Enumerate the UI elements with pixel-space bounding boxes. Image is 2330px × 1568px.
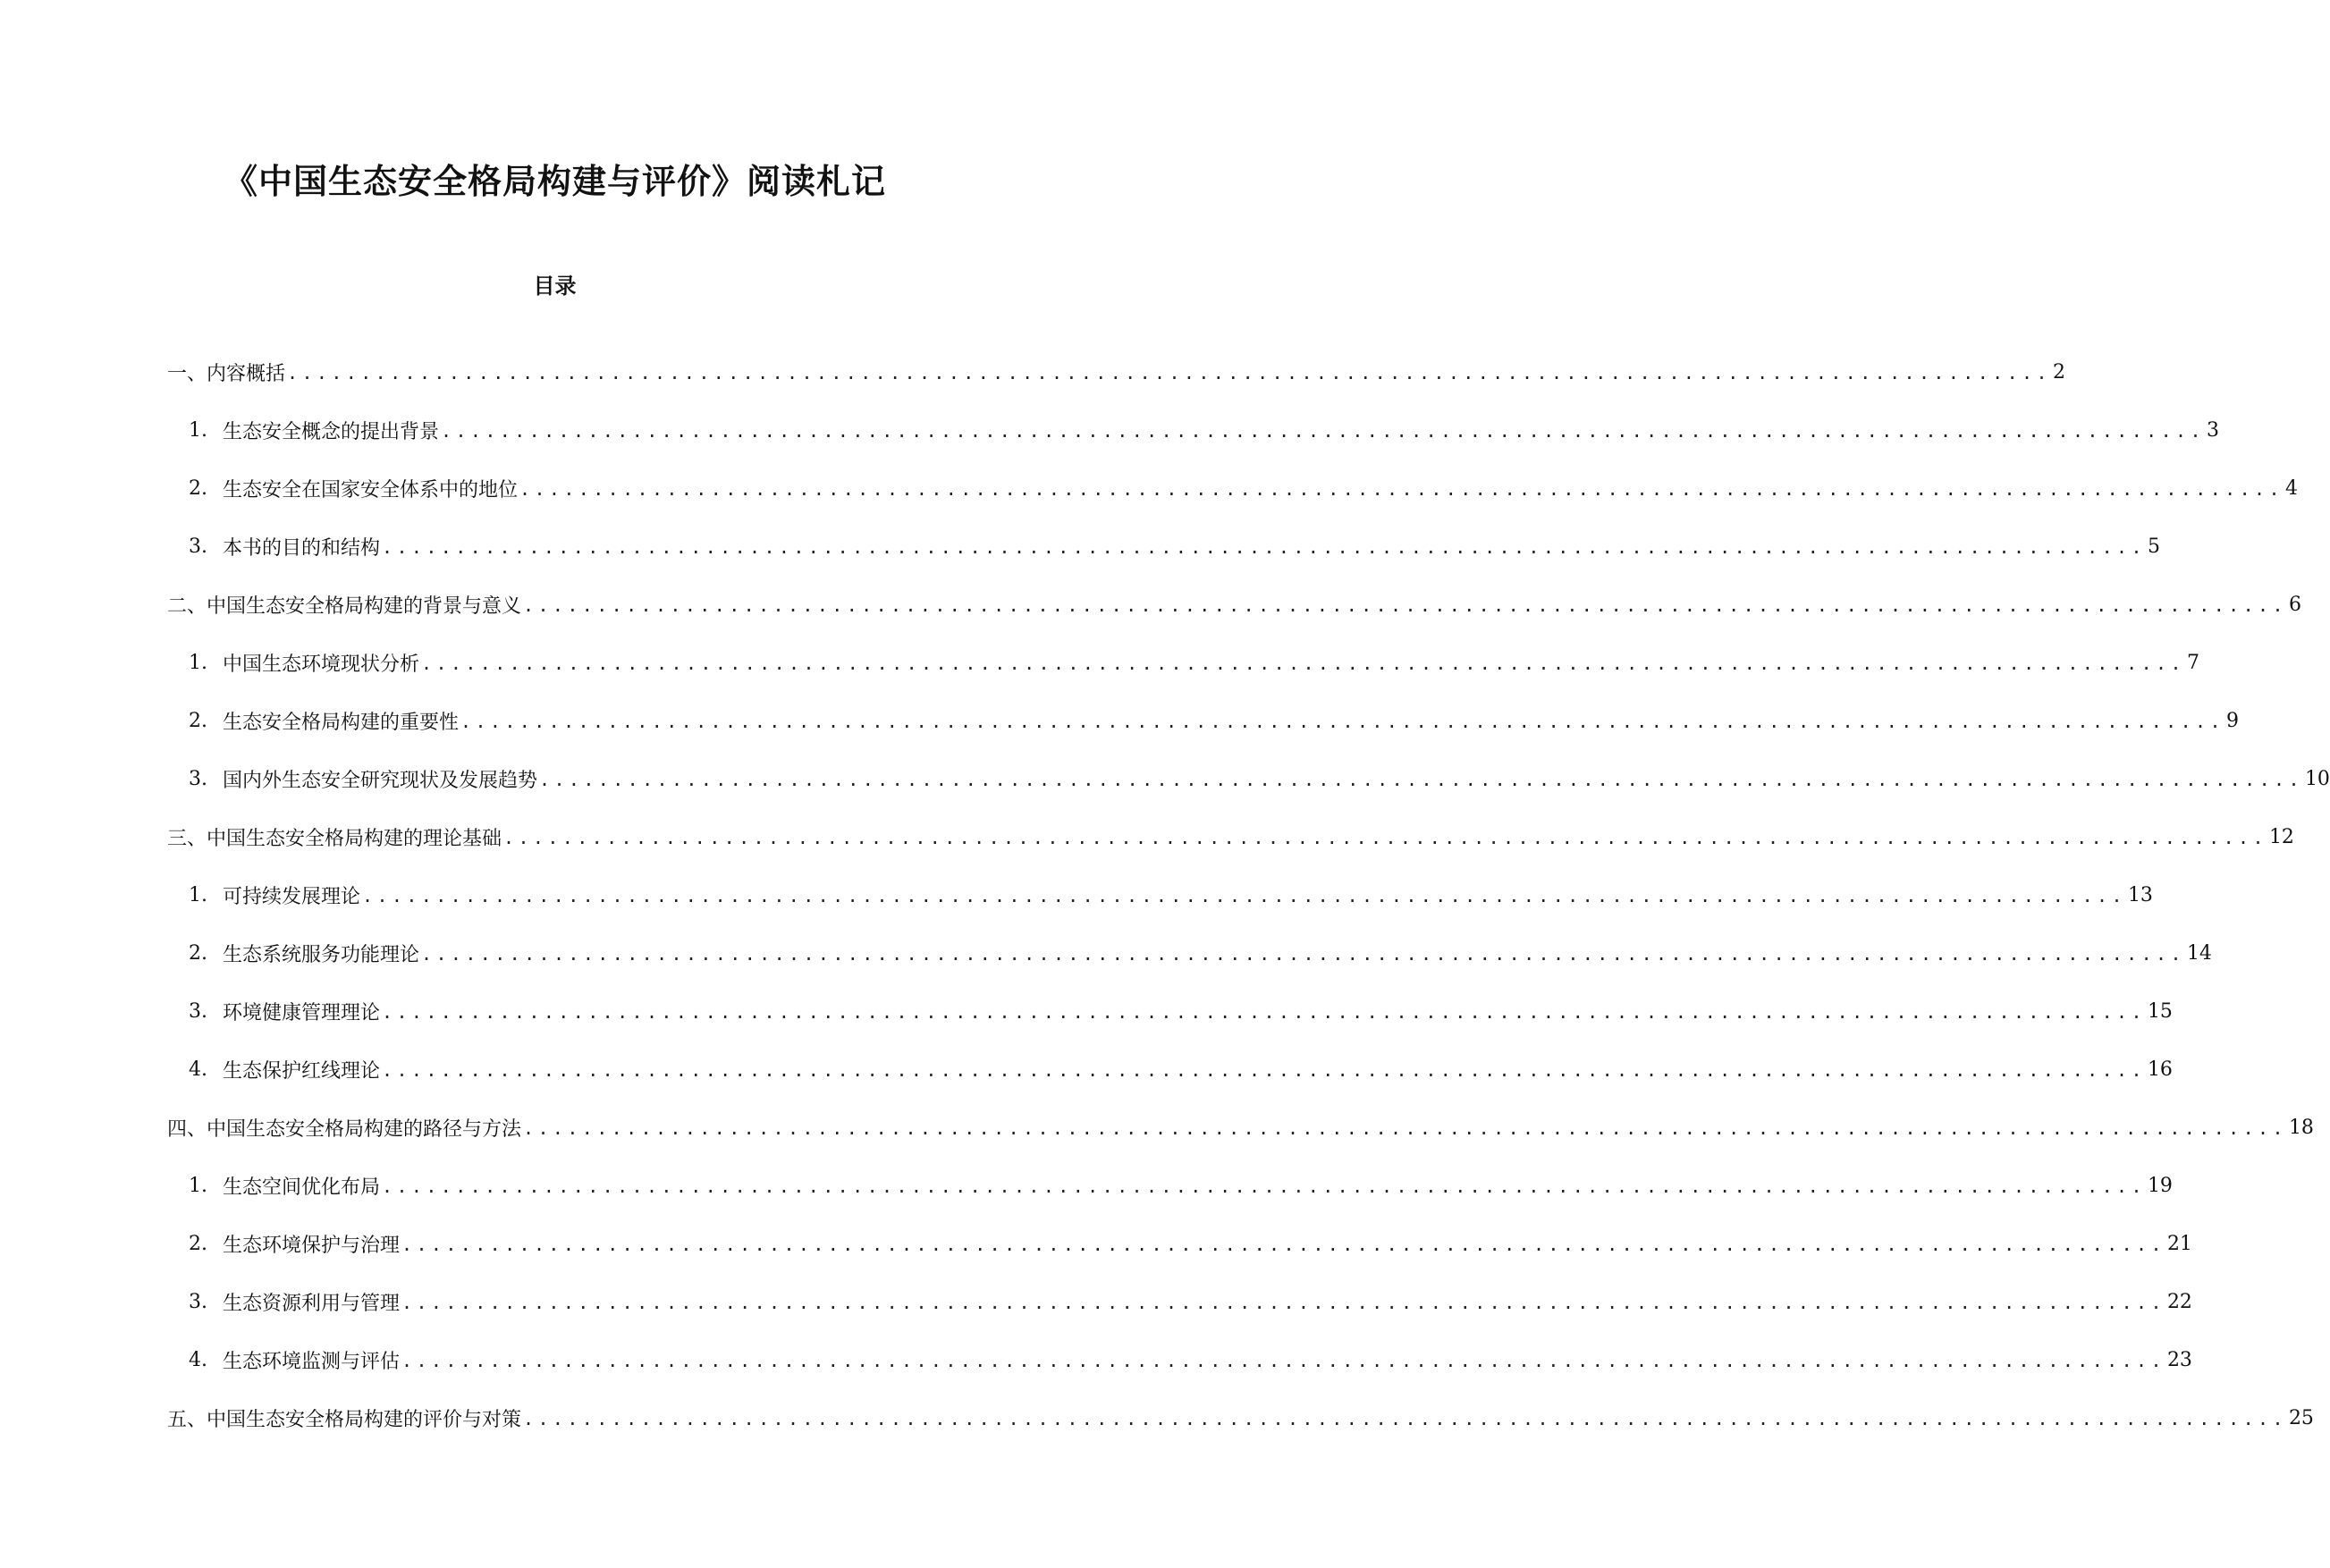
toc-dot-leader: ........................................................................................................................ xyxy=(382,1058,2146,1081)
toc-entry-number: 1. xyxy=(189,884,207,906)
toc-entry-number: 3. xyxy=(189,1291,207,1313)
toc-subsection-link[interactable] xyxy=(167,866,2153,924)
toc-page-number: 12 xyxy=(2268,826,2294,848)
toc-entry-label: 生态环境监测与评估 xyxy=(223,1351,401,1373)
document-title: 《中国生态安全格局构建与评价》阅读札记 xyxy=(223,162,886,202)
toc-entry-label: 国内外生态安全研究现状及发展趋势 xyxy=(223,770,538,792)
toc-page-number: 6 xyxy=(2288,594,2301,616)
toc-page-number: 25 xyxy=(2288,1407,2314,1429)
toc-dot-leader: ........................................................................................................................ xyxy=(503,826,2267,848)
toc-subsection-link[interactable] xyxy=(167,1331,2192,1389)
toc-subsection-link[interactable] xyxy=(167,1273,2192,1331)
toc-subsection-link[interactable] xyxy=(167,634,2199,692)
toc-entry-label: 生态空间优化布局 xyxy=(223,1176,381,1199)
toc-page-number: 7 xyxy=(2186,652,2199,674)
toc-section-link[interactable] xyxy=(167,1099,2314,1157)
toc-entry-label: 四、中国生态安全格局构建的路径与方法 xyxy=(167,1118,522,1141)
toc-page-number: 4 xyxy=(2284,477,2298,500)
toc-entry-label: 中国生态环境现状分析 xyxy=(223,653,420,676)
toc-dot-leader: ........................................................................................................................ xyxy=(523,1407,2287,1429)
toc-entry-number: 2. xyxy=(189,942,207,965)
toc-entry-label: 生态保护红线理论 xyxy=(223,1060,381,1083)
toc-dot-leader: ........................................................................................................................ xyxy=(401,1233,2165,1255)
table-of-contents xyxy=(167,343,2330,1447)
toc-entry-label: 一、内容概括 xyxy=(167,363,286,385)
toc-entry-label: 生态安全格局构建的重要性 xyxy=(223,712,460,734)
toc-section-link[interactable] xyxy=(167,576,2301,634)
toc-page-number: 22 xyxy=(2166,1291,2192,1313)
toc-dot-leader: ........................................................................................................................ xyxy=(523,594,2287,616)
toc-page-number: 3 xyxy=(2206,419,2219,442)
toc-subsection-link[interactable] xyxy=(167,1215,2192,1273)
toc-subsection-link[interactable] xyxy=(167,1157,2173,1215)
toc-entry-number: 2. xyxy=(189,710,207,732)
toc-page-number: 18 xyxy=(2288,1117,2314,1139)
toc-entry-number: 2. xyxy=(189,1233,207,1255)
toc-page-number: 9 xyxy=(2225,710,2239,732)
toc-page-number: 21 xyxy=(2166,1233,2192,1255)
toc-heading: 目录 xyxy=(533,273,577,299)
toc-dot-leader: ........................................................................................................................ xyxy=(523,1117,2287,1139)
toc-dot-leader: ........................................................................................................................ xyxy=(401,1349,2165,1371)
toc-entry-label: 生态系统服务功能理论 xyxy=(223,944,420,966)
toc-entry-label: 二、中国生态安全格局构建的背景与意义 xyxy=(167,595,522,618)
toc-subsection-link[interactable] xyxy=(167,518,2160,576)
toc-entry-label: 生态环境保护与治理 xyxy=(223,1235,401,1257)
toc-entry-label: 五、中国生态安全格局构建的评价与对策 xyxy=(167,1409,522,1431)
toc-section-link[interactable] xyxy=(167,343,2065,401)
toc-subsection-link[interactable] xyxy=(167,459,2298,518)
toc-entry-label: 本书的目的和结构 xyxy=(223,537,381,560)
toc-entry-label: 可持续发展理论 xyxy=(223,886,361,908)
toc-entry-label: 生态安全在国家安全体系中的地位 xyxy=(223,479,519,502)
toc-dot-leader: ........................................................................................................................ xyxy=(287,361,2051,384)
toc-dot-leader: ........................................................................................................................ xyxy=(460,710,2224,732)
toc-dot-leader: ........................................................................................................................ xyxy=(441,419,2205,442)
toc-entry-label: 三、中国生态安全格局构建的理论基础 xyxy=(167,828,502,850)
toc-dot-leader: ........................................................................................................................ xyxy=(382,1175,2146,1197)
toc-page-number: 23 xyxy=(2166,1349,2192,1371)
toc-page-number: 14 xyxy=(2186,942,2212,965)
toc-section-link[interactable] xyxy=(167,808,2294,866)
toc-entry-number: 2. xyxy=(189,477,207,500)
toc-subsection-link[interactable] xyxy=(167,401,2219,459)
toc-entry-label: 生态安全概念的提出背景 xyxy=(223,421,440,443)
toc-dot-leader: ........................................................................................................................ xyxy=(382,1000,2146,1023)
toc-page-number: 19 xyxy=(2147,1175,2173,1197)
toc-subsection-link[interactable] xyxy=(167,982,2173,1041)
toc-entry-label: 环境健康管理理论 xyxy=(223,1002,381,1024)
toc-entry-number: 1. xyxy=(189,1175,207,1197)
toc-dot-leader: ........................................................................................................................ xyxy=(519,477,2284,500)
toc-subsection-link[interactable] xyxy=(167,1041,2173,1099)
toc-entry-number: 1. xyxy=(189,652,207,674)
toc-page-number: 2 xyxy=(2052,361,2065,384)
toc-entry-number: 1. xyxy=(189,419,207,442)
toc-subsection-link[interactable] xyxy=(167,924,2212,982)
toc-page-number: 13 xyxy=(2127,884,2153,906)
toc-dot-leader: ........................................................................................................................ xyxy=(421,942,2185,965)
toc-page-number: 10 xyxy=(2304,768,2330,790)
toc-dot-leader: ........................................................................................................................ xyxy=(539,768,2303,790)
toc-subsection-link[interactable] xyxy=(167,692,2239,750)
toc-subsection-link[interactable] xyxy=(167,750,2330,808)
toc-entry-number: 3. xyxy=(189,1000,207,1023)
toc-section-link[interactable] xyxy=(167,1389,2314,1447)
toc-page-number: 15 xyxy=(2147,1000,2173,1023)
toc-dot-leader: ........................................................................................................................ xyxy=(382,535,2146,558)
toc-dot-leader: ........................................................................................................................ xyxy=(421,652,2185,674)
toc-page-number: 16 xyxy=(2147,1058,2173,1081)
toc-entry-number: 4. xyxy=(189,1349,207,1371)
toc-entry-number: 4. xyxy=(189,1058,207,1081)
toc-dot-leader: ........................................................................................................................ xyxy=(401,1291,2165,1313)
toc-page-number: 5 xyxy=(2147,535,2160,558)
toc-dot-leader: ........................................................................................................................ xyxy=(362,884,2126,906)
toc-entry-label: 生态资源利用与管理 xyxy=(223,1293,401,1315)
toc-entry-number: 3. xyxy=(189,768,207,790)
toc-entry-number: 3. xyxy=(189,535,207,558)
